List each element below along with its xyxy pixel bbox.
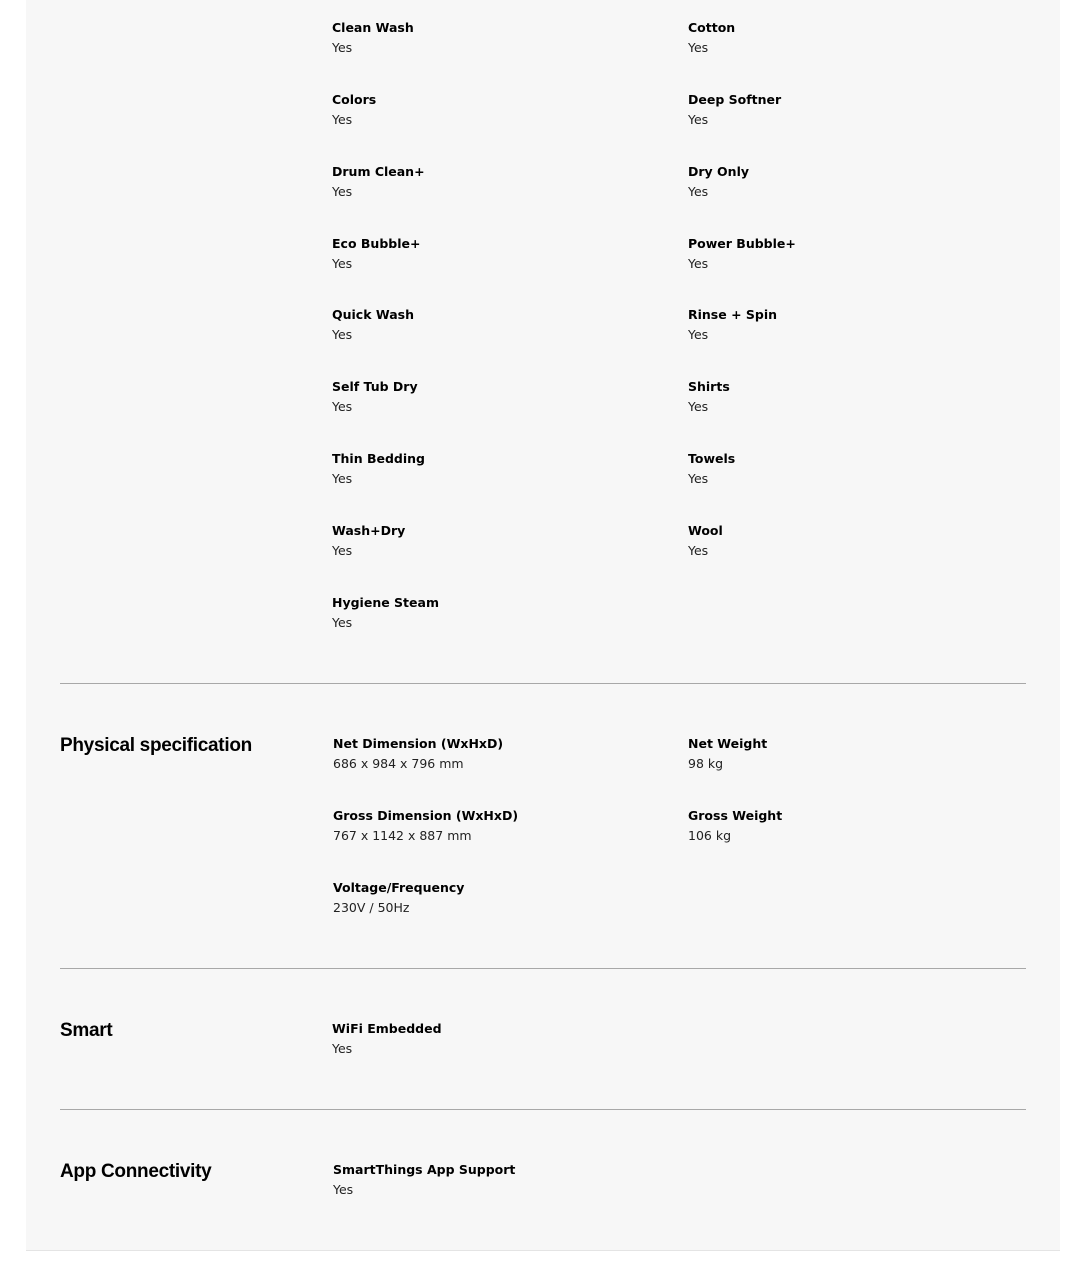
spec-value: Yes xyxy=(332,399,353,414)
spec-value: Yes xyxy=(688,327,709,342)
spec-item-smartthings-app-support xyxy=(333,1162,663,1198)
spec-label: Wash+Dry xyxy=(332,523,406,538)
spec-label: Hygiene Steam xyxy=(332,595,439,610)
spec-value: Yes xyxy=(333,1182,354,1197)
spec-value: 106 kg xyxy=(688,828,732,843)
spec-item-net-dimension xyxy=(333,736,663,772)
spec-label: Power Bubble+ xyxy=(688,236,796,251)
spec-item-hygiene-steam xyxy=(332,595,662,631)
spec-label: Deep Softner xyxy=(688,92,782,107)
spec-value: Yes xyxy=(688,256,709,271)
spec-item-clean-wash xyxy=(332,20,662,56)
spec-item-towels xyxy=(688,451,1018,487)
spec-value: 767 x 1142 x 887 mm xyxy=(333,828,472,843)
spec-item-drum-clean xyxy=(332,164,662,200)
spec-value: Yes xyxy=(688,184,709,199)
spec-label: Towels xyxy=(688,451,736,466)
spec-item-voltage-frequency xyxy=(333,880,663,916)
section-title: Physical specification xyxy=(60,735,252,756)
spec-label: Gross Dimension (WxHxD) xyxy=(333,808,519,823)
spec-label: Dry Only xyxy=(688,164,749,179)
spec-item-quick-wash xyxy=(332,307,662,343)
section-divider xyxy=(60,968,1026,969)
spec-label: SmartThings App Support xyxy=(333,1162,516,1177)
section-title: Smart xyxy=(60,1020,113,1041)
spec-item-wifi-embedded xyxy=(332,1021,662,1057)
spec-label: WiFi Embedded xyxy=(332,1021,442,1036)
spec-value: Yes xyxy=(332,327,353,342)
spec-item-net-weight xyxy=(688,736,1018,772)
spec-label: Shirts xyxy=(688,379,730,394)
section-divider xyxy=(60,683,1026,684)
spec-label: Thin Bedding xyxy=(332,451,425,466)
spec-item-colors xyxy=(332,92,662,128)
spec-item-gross-dimension xyxy=(333,808,663,844)
spec-value: Yes xyxy=(332,112,353,127)
panel-bottom-border xyxy=(26,1250,1060,1251)
spec-value: Yes xyxy=(332,40,353,55)
section-divider xyxy=(60,1109,1026,1110)
spec-item-thin-bedding xyxy=(332,451,662,487)
spec-label: Gross Weight xyxy=(688,808,783,823)
spec-label: Self Tub Dry xyxy=(332,379,418,394)
spec-item-power-bubble xyxy=(688,236,1018,272)
spec-value: Yes xyxy=(688,543,709,558)
spec-value: Yes xyxy=(332,184,353,199)
spec-label: Wool xyxy=(688,523,723,538)
spec-item-self-tub-dry xyxy=(332,379,662,415)
spec-label: Net Dimension (WxHxD) xyxy=(333,736,504,751)
spec-value: Yes xyxy=(688,112,709,127)
spec-item-deep-softner xyxy=(688,92,1018,128)
spec-item-wool xyxy=(688,523,1018,559)
spec-item-eco-bubble xyxy=(332,236,662,272)
spec-item-wash-dry xyxy=(332,523,662,559)
spec-item-dry-only xyxy=(688,164,1018,200)
spec-value: Yes xyxy=(332,543,353,558)
spec-label: Quick Wash xyxy=(332,307,415,322)
section-title: App Connectivity xyxy=(60,1161,212,1182)
spec-value: Yes xyxy=(688,399,709,414)
spec-value: Yes xyxy=(332,1041,353,1056)
spec-label: Rinse + Spin xyxy=(688,307,778,322)
spec-value: 230V / 50Hz xyxy=(333,900,410,915)
spec-value: Yes xyxy=(688,471,709,486)
spec-label: Cotton xyxy=(688,20,736,35)
spec-value: Yes xyxy=(332,471,353,486)
spec-item-shirts xyxy=(688,379,1018,415)
spec-item-gross-weight xyxy=(688,808,1018,844)
spec-value: Yes xyxy=(332,615,353,630)
spec-value: 686 x 984 x 796 mm xyxy=(333,756,464,771)
spec-value: Yes xyxy=(332,256,353,271)
spec-value: 98 kg xyxy=(688,756,724,771)
spec-item-cotton xyxy=(688,20,1018,56)
spec-label: Drum Clean+ xyxy=(332,164,425,179)
spec-label: Voltage/Frequency xyxy=(333,880,465,895)
spec-item-rinse-spin xyxy=(688,307,1018,343)
spec-label: Net Weight xyxy=(688,736,768,751)
spec-value: Yes xyxy=(688,40,709,55)
spec-label: Colors xyxy=(332,92,377,107)
spec-label: Eco Bubble+ xyxy=(332,236,421,251)
spec-label: Clean Wash xyxy=(332,20,414,35)
